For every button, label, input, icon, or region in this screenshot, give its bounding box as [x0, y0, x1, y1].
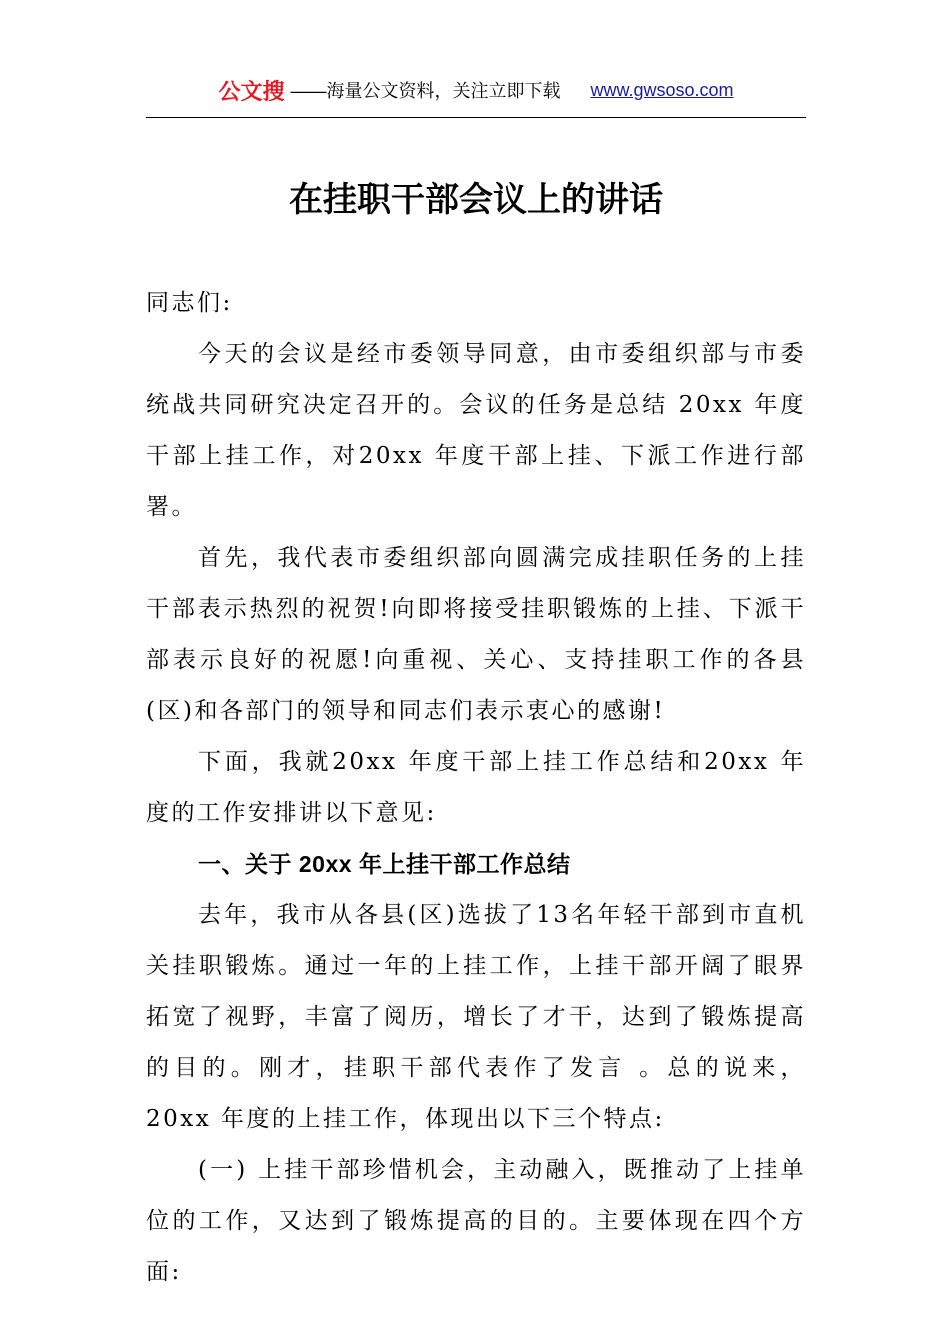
- salutation: 同志们:: [146, 290, 233, 316]
- section-heading: 一、关于 20xx 年上挂干部工作总结: [198, 851, 571, 877]
- paragraph: 去年，我市从各县(区)选拔了13名年轻干部到市直机关挂职锻炼。通过一年的上挂工作，上挂干部开阔了眼界拓宽了视野，丰富了阅历，增长了才干，达到了锻炼提高的目的。刚才，挂职干部代表作了发言 。总的说来，20xx 年度的上挂工作，体现出以下三个特点:: [146, 902, 806, 1132]
- site-link[interactable]: www.gwsoso.com: [590, 79, 734, 100]
- document-body: [146, 278, 806, 1298]
- brand-logo-text: 公文搜: [218, 78, 285, 104]
- header-slogan: ——海量公文资料，关注立即下载: [290, 81, 561, 101]
- paragraph: 首先，我代表市委组织部向圆满完成挂职任务的上挂干部表示热烈的祝贺!向即将接受挂职锻炼的上挂、下派干部表示良好的祝愿!向重视、关心、支持挂职工作的各县(区)和各部门的领导和同志们表示衷心的感谢!: [146, 545, 806, 724]
- paragraph: (一) 上挂干部珍惜机会，主动融入，既推动了上挂单位的工作，又达到了锻炼提高的目的。主要体现在四个方面:: [146, 1157, 806, 1285]
- document-title: 在挂职干部会议上的讲话: [289, 180, 663, 220]
- page-header: [146, 70, 806, 110]
- header-divider: [146, 117, 806, 118]
- paragraph: 今天的会议是经市委领导同意，由市委组织部与市委统战共同研究决定召开的。会议的任务是总结 20xx 年度干部上挂工作，对20xx 年度干部上挂、下派工作进行部署。: [146, 341, 806, 520]
- paragraph: 下面，我就20xx 年度干部上挂工作总结和20xx 年度的工作安排讲以下意见:: [146, 749, 806, 826]
